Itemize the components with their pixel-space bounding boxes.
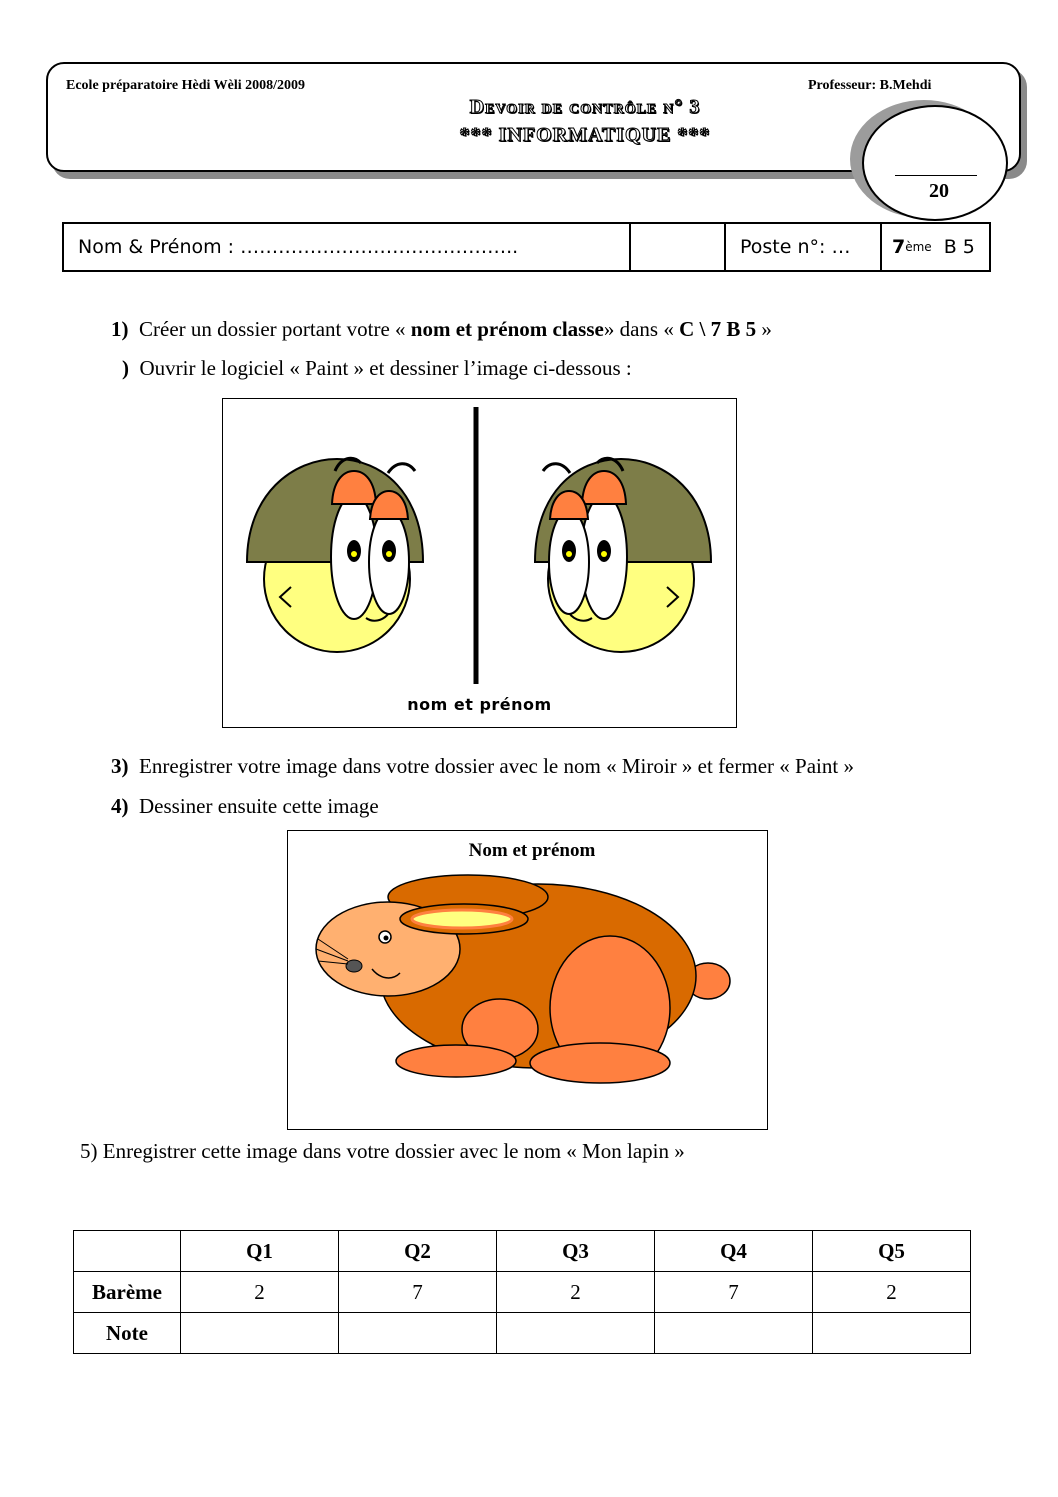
q2-number: ) xyxy=(122,356,129,380)
q1-bold-b: C \ 7 B 5 xyxy=(679,317,757,341)
col-q2: Q2 xyxy=(339,1231,497,1272)
question-4 xyxy=(111,794,379,819)
exam-subtitle: *** INFORMATIQUE *** xyxy=(459,124,711,146)
bareme-q1: 2 xyxy=(181,1272,339,1313)
blank-field[interactable] xyxy=(631,224,726,270)
teacher-name: Professeur: B.Mehdi xyxy=(808,78,932,93)
q1-bold-a: nom et prénom classe xyxy=(410,317,604,341)
note-q4[interactable] xyxy=(655,1313,813,1354)
note-q5[interactable] xyxy=(813,1313,971,1354)
col-q4: Q4 xyxy=(655,1231,813,1272)
score-circle xyxy=(862,105,1008,221)
grading-table xyxy=(73,1230,971,1354)
q1-text-a: Créer un dossier portant votre « xyxy=(139,317,406,341)
q2-text: Ouvrir le logiciel « Paint » et dessiner l’image ci-dessous : xyxy=(139,356,632,380)
name-field[interactable]: Nom & Prénom : …………………………………….. xyxy=(64,224,631,270)
q1-number: 1) xyxy=(111,317,129,341)
grading-corner xyxy=(74,1231,181,1272)
question-2 xyxy=(122,356,632,381)
q1-text-b: » dans « xyxy=(603,317,674,341)
bareme-q4: 7 xyxy=(655,1272,813,1313)
class-number: 7 xyxy=(892,236,906,258)
col-q3: Q3 xyxy=(497,1231,655,1272)
poste-field[interactable]: Poste n°: … xyxy=(726,224,882,270)
q1-text-c: » xyxy=(761,317,772,341)
score-line xyxy=(895,175,977,176)
q3-text: Enregistrer votre image dans votre dossier avec le nom « Miroir » et fermer « Paint » xyxy=(139,754,854,778)
q4-text: Dessiner ensuite cette image xyxy=(139,794,379,818)
question-1 xyxy=(111,317,772,342)
mirror-figure xyxy=(222,398,737,728)
class-group: B 5 xyxy=(943,236,975,258)
exam-title: Devoir de contrôle n° 3 xyxy=(469,96,701,118)
face-left xyxy=(247,458,423,652)
rabbit-caption: Nom et prénom xyxy=(468,840,596,861)
bareme-row xyxy=(74,1272,971,1313)
col-q1: Q1 xyxy=(181,1231,339,1272)
col-q5: Q5 xyxy=(813,1231,971,1272)
rabbit-figure xyxy=(287,830,768,1130)
student-info-table xyxy=(62,222,991,272)
bareme-q5: 2 xyxy=(813,1272,971,1313)
grading-header-row xyxy=(74,1231,971,1272)
q4-number: 4) xyxy=(111,794,129,818)
school-name: Ecole préparatoire Hèdi Wèli 2008/2009 xyxy=(66,78,306,93)
rabbit-drawing xyxy=(288,831,766,1128)
question-3 xyxy=(111,754,854,779)
q3-number: 3) xyxy=(111,754,129,778)
class-sup: ème xyxy=(905,240,932,254)
face-right xyxy=(535,458,711,652)
class-field xyxy=(882,224,989,270)
note-row xyxy=(74,1313,971,1354)
bareme-q3: 2 xyxy=(497,1272,655,1313)
mirror-caption: nom et prénom xyxy=(407,695,552,714)
note-q3[interactable] xyxy=(497,1313,655,1354)
question-5: 5) Enregistrer cette image dans votre dossier avec le nom « Mon lapin » xyxy=(80,1139,685,1163)
bareme-label: Barème xyxy=(74,1272,181,1313)
score-total: 20 xyxy=(929,180,949,202)
mirror-drawing xyxy=(223,399,735,726)
note-q1[interactable] xyxy=(181,1313,339,1354)
bareme-q2: 7 xyxy=(339,1272,497,1313)
note-label: Note xyxy=(74,1313,181,1354)
note-q2[interactable] xyxy=(339,1313,497,1354)
